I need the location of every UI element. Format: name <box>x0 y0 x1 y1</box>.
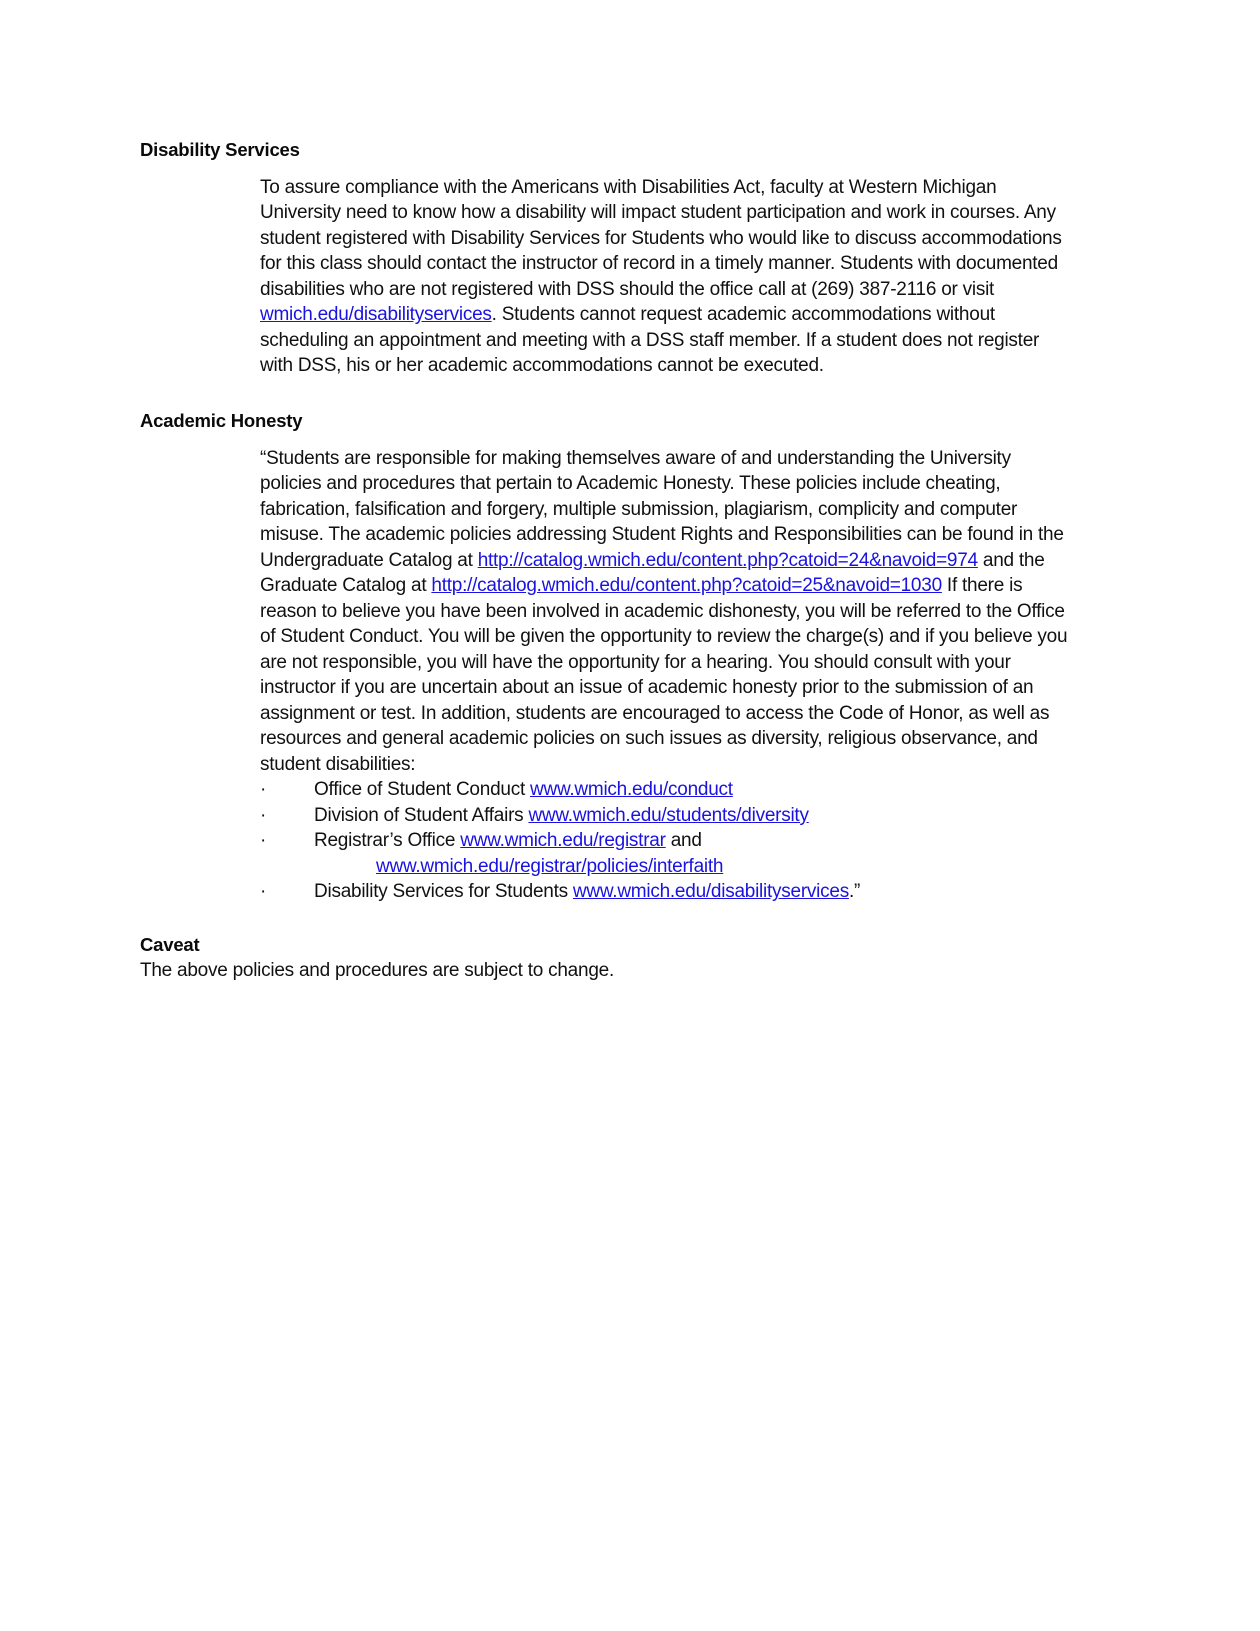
list-item <box>260 803 1075 829</box>
academic-honesty-paragraph <box>260 446 1075 778</box>
disability-services-body <box>260 175 1075 379</box>
spacer <box>140 379 1075 409</box>
link-graduate-catalog[interactable]: http://catalog.wmich.edu/content.php?catoid=25&navoid=1030 <box>431 575 942 597</box>
list-item <box>260 777 1075 803</box>
link-wmich-registrar[interactable]: www.wmich.edu/registrar <box>460 830 666 852</box>
bullet-marker-icon: · <box>260 804 267 826</box>
spacer <box>140 434 1075 446</box>
resource-bullet-list <box>260 777 1075 905</box>
list-item <box>260 828 1075 879</box>
link-wmich-disabilityservices-list[interactable]: www.wmich.edu/disabilityservices <box>572 881 849 903</box>
link-wmich-students-diversity[interactable]: www.wmich.edu/students/diversity <box>528 804 809 826</box>
list-item <box>260 879 1075 905</box>
list-item-label: Office of Student Conduct <box>314 779 531 801</box>
disability-services-paragraph <box>260 175 1075 379</box>
link-wmich-disabilityservices[interactable]: wmich.edu/disabilityservices <box>260 304 492 326</box>
academic-honesty-body <box>260 446 1075 905</box>
caveat-body <box>140 958 1075 984</box>
academic-honesty-text-part-1: “Students are responsible for making themselves aware of and understanding the University policies and procedures that pertain to Academic Honesty. These policies include cheating, fabrication, falsification and forgery, multiple submission, plagiarism, complicity and computer misuse. The academic policies addressing Student Rights and Responsibilities can be found in the Undergraduate Catalog at <box>260 447 1064 571</box>
list-item-label: Division of Student Affairs <box>314 804 529 826</box>
spacer <box>140 905 1075 933</box>
link-wmich-conduct[interactable]: www.wmich.edu/conduct <box>530 779 733 801</box>
heading-academic-honesty: Academic Honesty <box>140 409 303 431</box>
list-item-suffix: and <box>665 830 702 852</box>
academic-honesty-text-part-3: If there is reason to believe you have been involved in academic dishonesty, you will be referred to the Office of Student Conduct. You will be given the opportunity to review the charge(s) and if you believe you are not responsible, you will have the opportunity for a hearing. You should consult with your instructor if you are uncertain about an issue of academic honesty prior to the submission of an assignment or test. In addition, students are encouraged to access the Code of Honor, as well as resources and general academic policies on such issues as diversity, religious observance, and student disabilities: <box>260 575 1068 775</box>
list-item-suffix: . <box>848 881 854 903</box>
link-undergraduate-catalog[interactable]: http://catalog.wmich.edu/content.php?catoid=24&navoid=974 <box>477 549 978 571</box>
bullet-marker-icon: · <box>260 881 267 903</box>
bullet-marker-icon: · <box>260 779 267 801</box>
list-item-label: Disability Services for Students <box>314 881 573 903</box>
heading-caveat: Caveat <box>140 933 200 955</box>
disability-services-text-part-1: To assure compliance with the Americans with Disabilities Act, faculty at Western Michigan University need to know how a disability will impact student participation and work in courses. Any student registered with Disability Services for Students who would like to discuss accommodations for this class should contact the instructor of record in a timely manner. Students with documented disabilities who are not registered with DSS should the office call at (269) 387-2116 or visit <box>260 176 1062 300</box>
list-item-label: Registrar’s Office <box>314 830 461 852</box>
disability-services-text-part-2: . Students cannot request academic accommodations without scheduling an appointment and meeting with a DSS staff member. If a student does not register with DSS, his or her academic accommodations cannot be executed. <box>260 304 1040 377</box>
link-wmich-registrar-policies-interfaith[interactable]: www.wmich.edu/registrar/policies/interfaith <box>376 855 724 877</box>
caveat-paragraph: The above policies and procedures are subject to change. <box>140 959 614 981</box>
list-item-closing-quote: ” <box>854 881 861 903</box>
bullet-marker-icon: · <box>260 830 267 852</box>
spacer <box>140 163 1075 175</box>
page-content <box>140 138 1075 983</box>
heading-disability-services: Disability Services <box>140 139 300 160</box>
academic-honesty-text-part-2: and the Graduate Catalog at <box>260 549 1045 597</box>
